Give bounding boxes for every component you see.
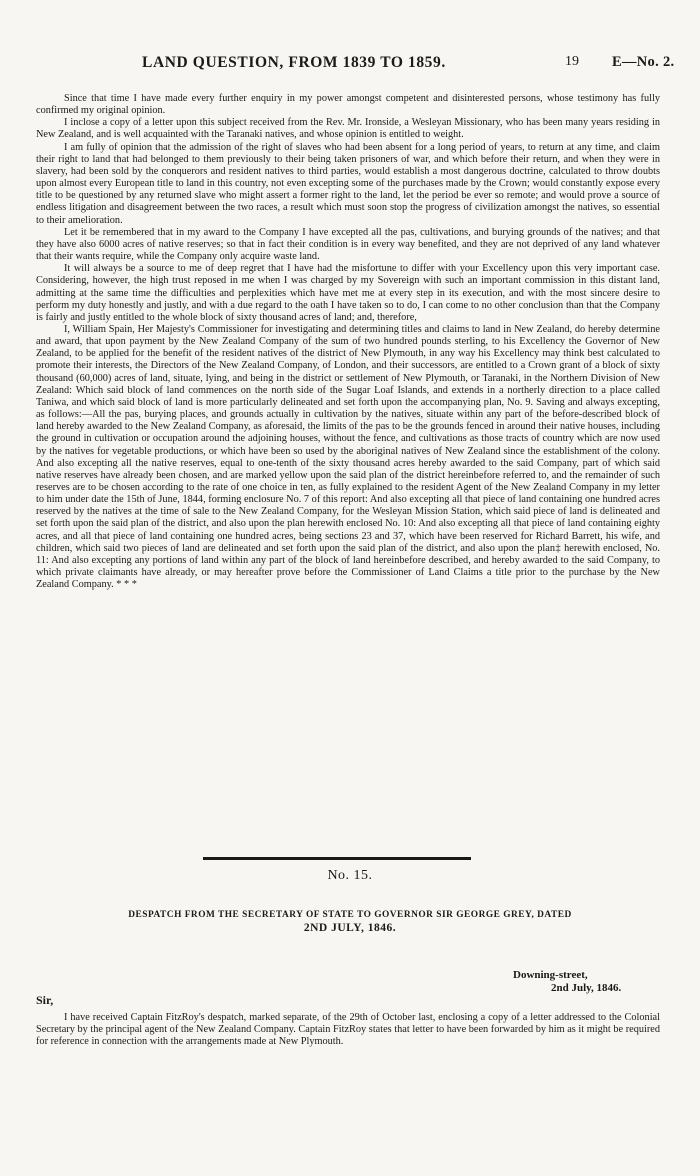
letter-body	[36, 1012, 660, 1049]
paragraph: I am fully of opinion that the admission of the right of slaves who had been absent for a long period of years, to return at any time, and claim their right to land that had belonged to them previously to their being taken prisoners of war, and which before their return, and when they were in slavery, had been sold by the conquerors and resident natives to third parties, would establish a most dangerous doctrine, calculated to throw doubts upon almost every European title to land in this country, not even excepting some of the purchases made by the Crown; would constantly expose every title to be questioned by any returned slave who might assert a former right to the land, let the period be ever so remote; and would prove a source of endless litigation and disagreement between the two races, a result which must soon stop the progress of civilization amongst the natives, so essential to their amelioration.	[36, 141, 660, 226]
address-place: Downing-street,	[513, 969, 588, 981]
document-reference: E—No. 2.	[612, 54, 675, 70]
despatch-heading-date: 2ND JULY, 1846.	[303, 922, 397, 934]
letter-paragraph: I have received Captain FitzRoy's despatch, marked separate, of the 29th of October last, enclosing a copy of a letter addressed to the Colonial Secretary by the principal agent of the New Zealand Company. Captain FitzRoy states that letter to have been forwarded by him as it might be required for reference in connection with the arrangements made at New Plymouth.	[36, 1012, 660, 1048]
running-header	[0, 54, 700, 76]
letter-address	[513, 969, 621, 995]
paragraph: I inclose a copy of a letter upon this subject received from the Rev. Mr. Ironside, a Wesleyan Missionary, who has been many years residing in New Zealand, and is well acquainted with the Taranaki natives, and whose opinion is entitled to weight.	[36, 117, 660, 141]
report-body	[36, 93, 660, 591]
document-number: No. 15.	[327, 868, 373, 883]
paragraph: Let it be remembered that in my award to the Company I have excepted all the pas, cultivations, and burying grounds of the natives; and that they have also 6000 acres of native reserves; so that in fact their condition is in every way benefited, and they are not deprived of any land whatever that their wants require, while the Company only acquire waste land.	[36, 226, 660, 263]
section-divider	[203, 857, 471, 860]
address-date: 2nd July, 1846.	[551, 982, 622, 994]
despatch-heading	[50, 909, 650, 935]
paragraph: I, William Spain, Her Majesty's Commissioner for investigating and determining titles and claims to land in New Zealand, do hereby determine and award, that upon payment by the New Zealand Company of the sum of two hundred pounds sterling, to his Excellency the Governor of New Zealand, to be applied for the benefit of the resident natives of the district of New Plymouth, in any way his Excellency may think best calculated to promote their interests, the Directors of the New Zealand Company, of London, and their successors, are entitled to a Crown grant of a block of sixty thousand (60,000) acres of land, situate, lying, and being in the district or settlement of New Plymouth, or Taranaki, in the Northern Division of New Zealand: Which said block of land commences on the north side of the Sugar Loaf Islands, and extends in a northerly direction to a place called Taniwa, and which said block of land is more particularly delineated and set forth upon the accompanying plan, No. 9. Saving and always excepting, as follows:—All the pas, burying places, and grounds actually in cultivation by the natives, situate within any part of the before-described block of land hereby awarded to the New Zealand Company, as aforesaid, the limits of the pas to be the grounds fenced in around their native houses, including the ground in cultivation or occupation around the adjoining houses, without the fence, and cultivations as those tracts of country which are now used by the natives for vegetable productions, or which have been so used by the aboriginal natives of New Zealand since the establishment of the colony. And also excepting all the native reserves, equal to one-tenth of the sixty thousand acres hereby awarded to the said Company, part of which said native reserves have already been chosen, and are marked yellow upon the said plan of the district hereinbefore referred to, and the remainder of such reserves are to be chosen according to the rate of one choice in ten, as fully explained to the resident Agent of the New Zealand Company in my letter to him under date the 15th of June, 1844, forming enclosure No. 7 of this report: And also excepting all that piece of land containing one hundred acres reserved by the natives at the time of sale to the New Zealand Company, for the Wesleyan Mission Station, which said piece of land is delineated and set forth upon the said plan of the district, and also upon the plan herewith enclosed No. 10: And also excepting all that piece of land containing eighty acres, and all that piece of land containing one hundred acres, being sections 23 and 37, which have been reserved for Richard Barrett, his wife, and children, which said two pieces of land are delineated and set forth upon the said plan of the district, and also upon the plan‡ herewith enclosed, No. 11: And also excepting any portions of land within any part of the block of land hereinbefore described, and hereby awarded to the said Company, to which private claimants have already, or may hereafter prove before the Commissioner of Land Claims a title prior to the purchase by the New Zealand Company. * * *	[36, 323, 660, 591]
paragraph: It will always be a source to me of deep regret that I have had the misfortune to differ with your Excellency upon this very important case. Considering, however, the high trust reposed in me when I was charged by my Sovereign with such an important commission in this distant land, admitting at the same time the difficulties and perplexities which have met me at every step in its execution, and with the most sincere desire to perform my duty honestly and justly, and with a due regard to the oath I have taken so to do, I can come to no other conclusion than that the Company is fairly and justly entitled to the whole block of sixty thousand acres of land; and, therefore,	[36, 263, 660, 323]
paragraph: Since that time I have made every further enquiry in my power amongst competent and disinterested persons, whose testimony has fully confirmed my original opinion.	[36, 93, 660, 117]
despatch-heading-text: DESPATCH FROM THE SECRETARY OF STATE TO GOVERNOR SIR GEORGE GREY, DATED	[128, 910, 572, 920]
page-header-title: LAND QUESTION, FROM 1839 TO 1859.	[142, 54, 446, 71]
salutation: Sir,	[36, 993, 54, 1007]
page-number: 19	[565, 54, 579, 69]
